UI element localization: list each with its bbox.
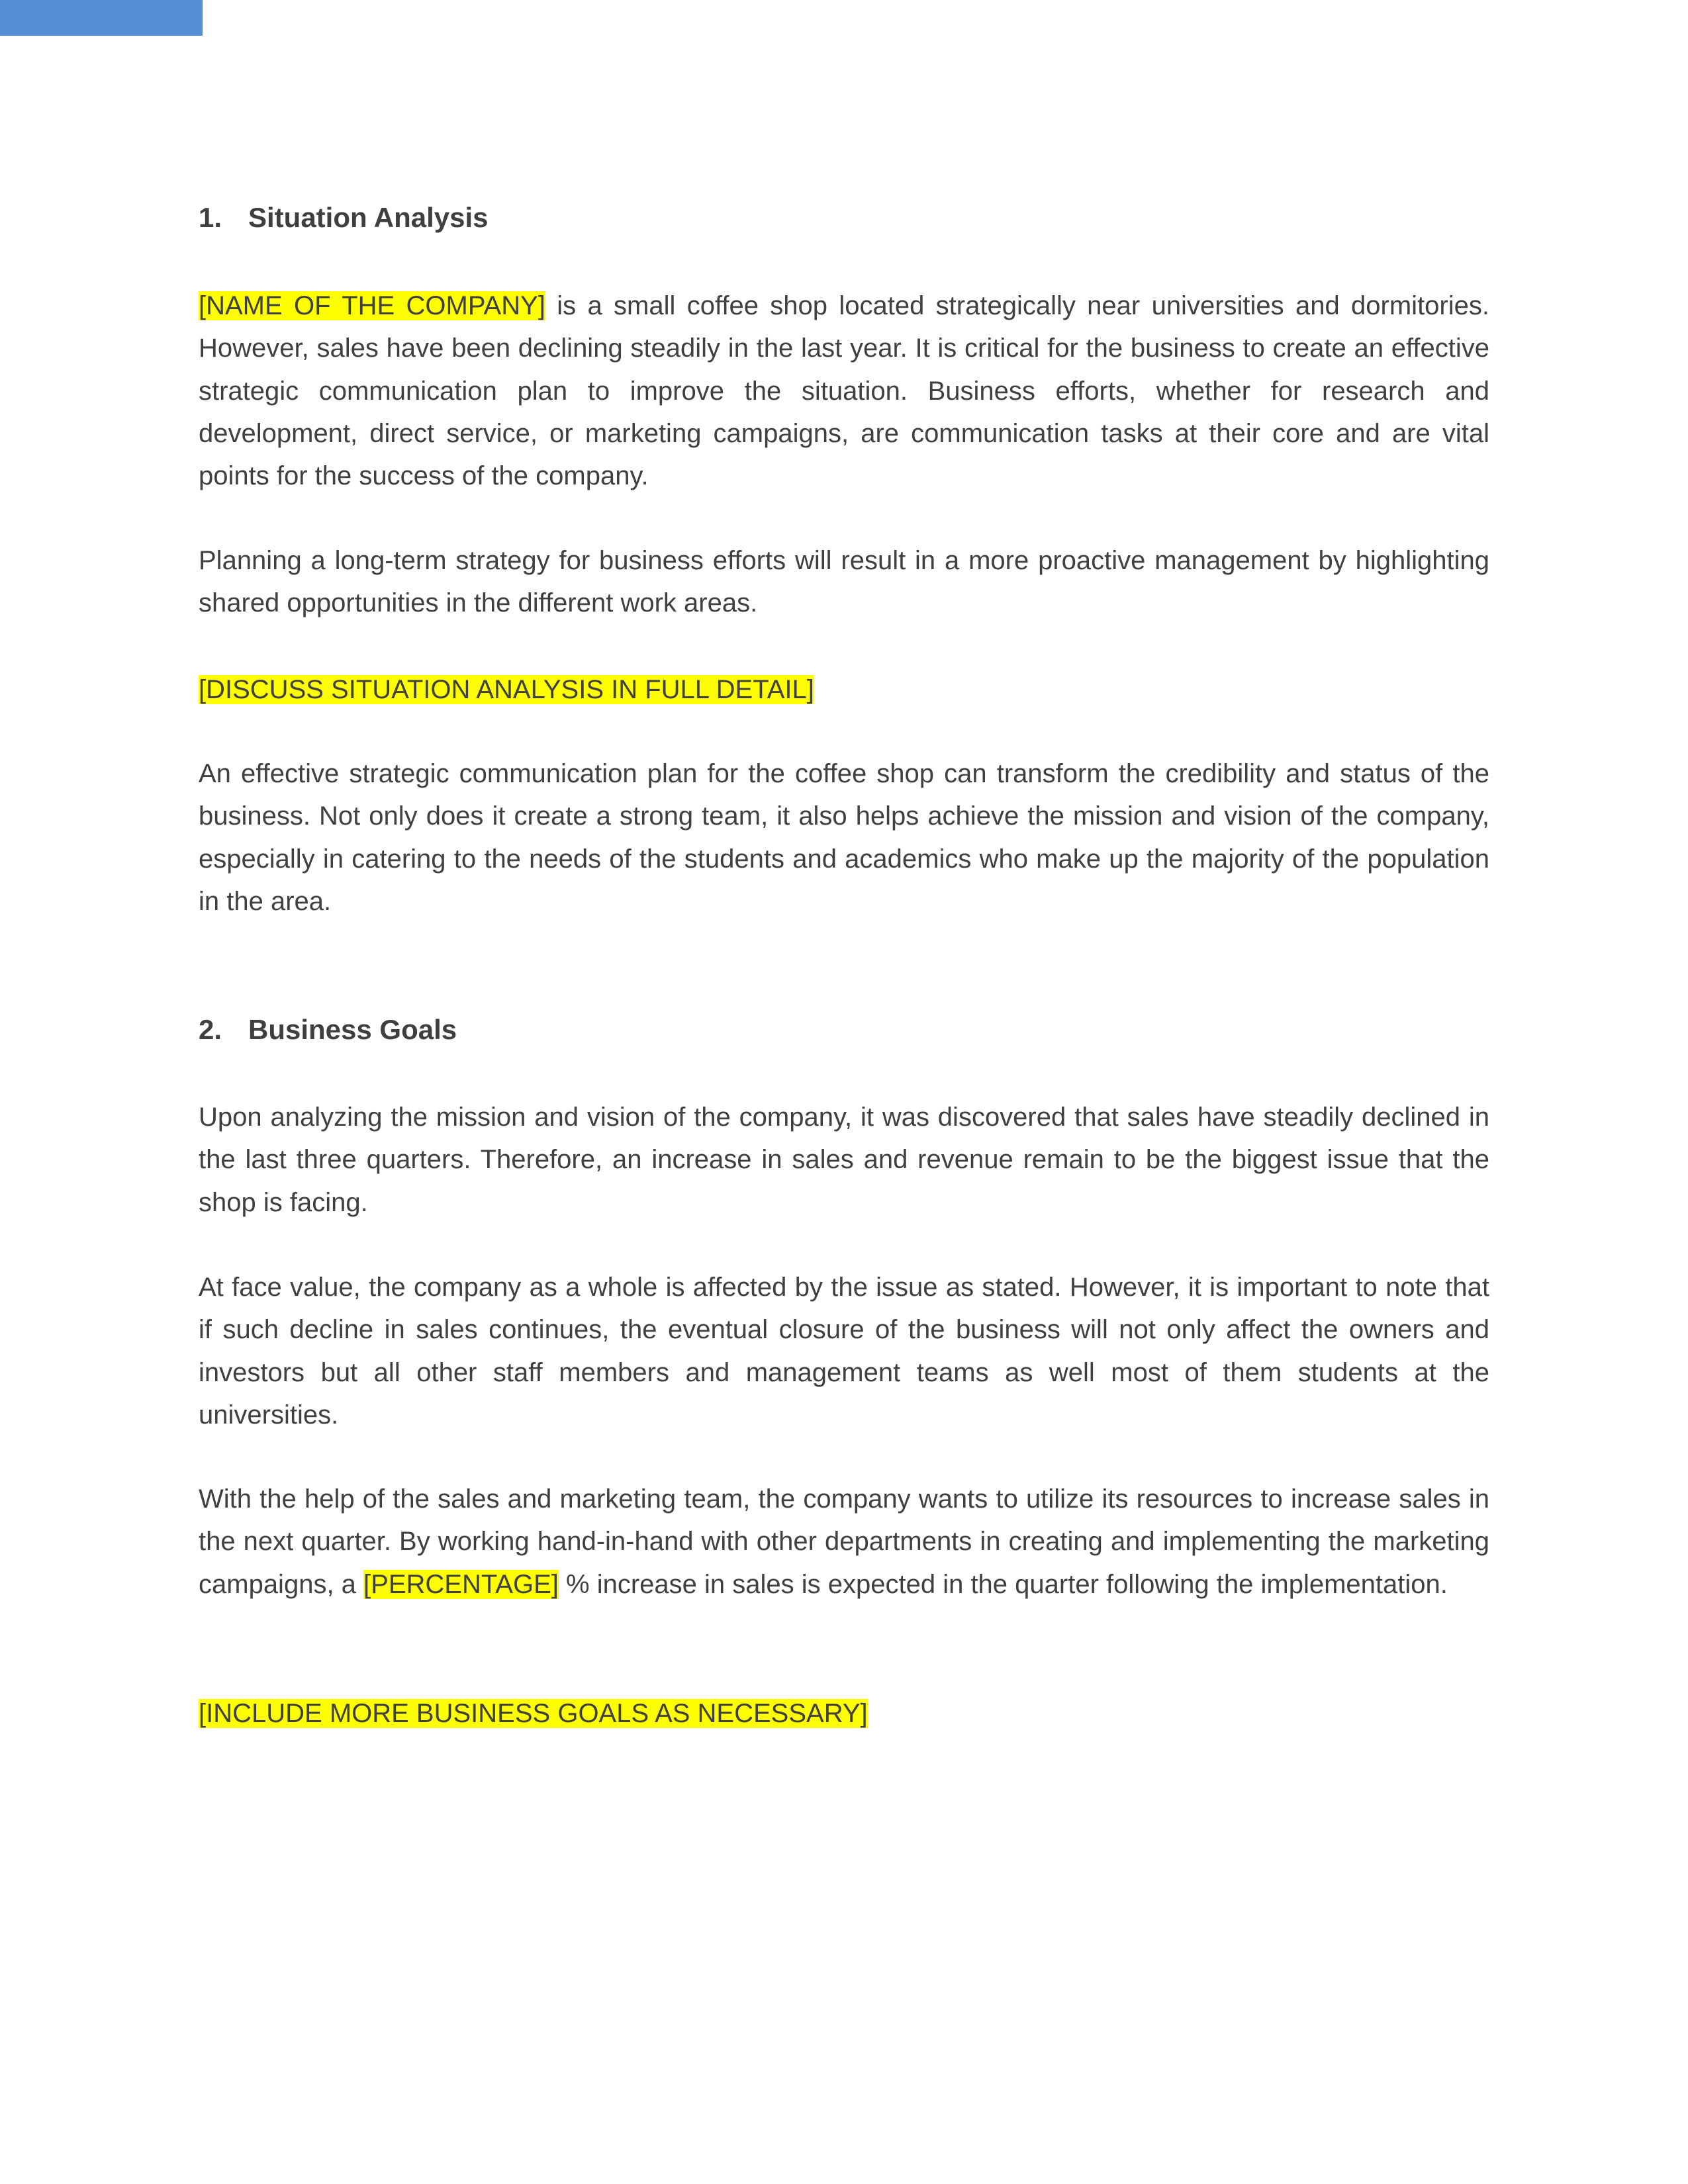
header-color-bar xyxy=(0,0,203,36)
situation-analysis-placeholder: [DISCUSS SITUATION ANALYSIS IN FULL DETAIL] xyxy=(199,675,814,704)
section-1-paragraph-3: An effective strategic communication plan for the coffee shop can transform the credibility and status of the business. Not only does it create a strong team, it also helps achieve the mission and vision of the company, especially in catering to the needs of the students and academics who make up the majority of the population in the area. xyxy=(199,759,1489,916)
section-2-paragraph-2: At face value, the company as a whole is affected by the issue as stated. However, it is important to note that if such decline in sales continues, the eventual closure of the business will not only affect the owners and investors but all other staff members and management teams as well most of them students at the universities. xyxy=(199,1273,1489,1430)
percentage-placeholder: [PERCENTAGE] xyxy=(363,1569,559,1599)
section-2-title: Business Goals xyxy=(248,1014,457,1045)
business-goals-placeholder: [INCLUDE MORE BUSINESS GOALS AS NECESSARY] xyxy=(199,1699,868,1728)
section-1-paragraph-2: Planning a long-term strategy for business efforts will result in a more proactive management by highlighting shared opportunities in the different work areas. xyxy=(199,546,1489,618)
company-name-placeholder: [NAME OF THE COMPANY] xyxy=(199,291,545,320)
section-1-paragraph-1 xyxy=(199,285,1489,497)
section-1-title: Situation Analysis xyxy=(248,202,489,233)
section-1-heading xyxy=(199,201,489,235)
section-2-paragraph-3 xyxy=(199,1478,1489,1606)
section-2-paragraph-1: Upon analyzing the mission and vision of the company, it was discovered that sales have steadily declined in the last three quarters. Therefore, an increase in sales and revenue remain to be the biggest issue that the shop is facing. xyxy=(199,1103,1489,1217)
section-1-number: 1. xyxy=(199,202,222,233)
section-2-number: 2. xyxy=(199,1014,222,1045)
section-2-paragraph-3-text-b: % increase in sales is expected in the quarter following the implementation. xyxy=(558,1569,1448,1599)
section-2-paragraph-3-text-a: With the help of the sales and marketing team, the company wants to utilize its resources to increase sales in the next quarter. By working hand-in-hand with other departments in creating and implementing the marketing campaigns, a xyxy=(199,1484,1489,1599)
section-1-paragraph-1-text: is a small coffee shop located strategically near universities and dormitories. However, sales have been declining steadily in the last year. It is critical for the business to create an effective strategic communication plan to improve the situation. Business efforts, whether for research and development, direct service, or marketing campaigns, are communication tasks at their core and are vital points for the success of the company. xyxy=(199,291,1489,491)
section-2-heading xyxy=(199,1013,457,1047)
